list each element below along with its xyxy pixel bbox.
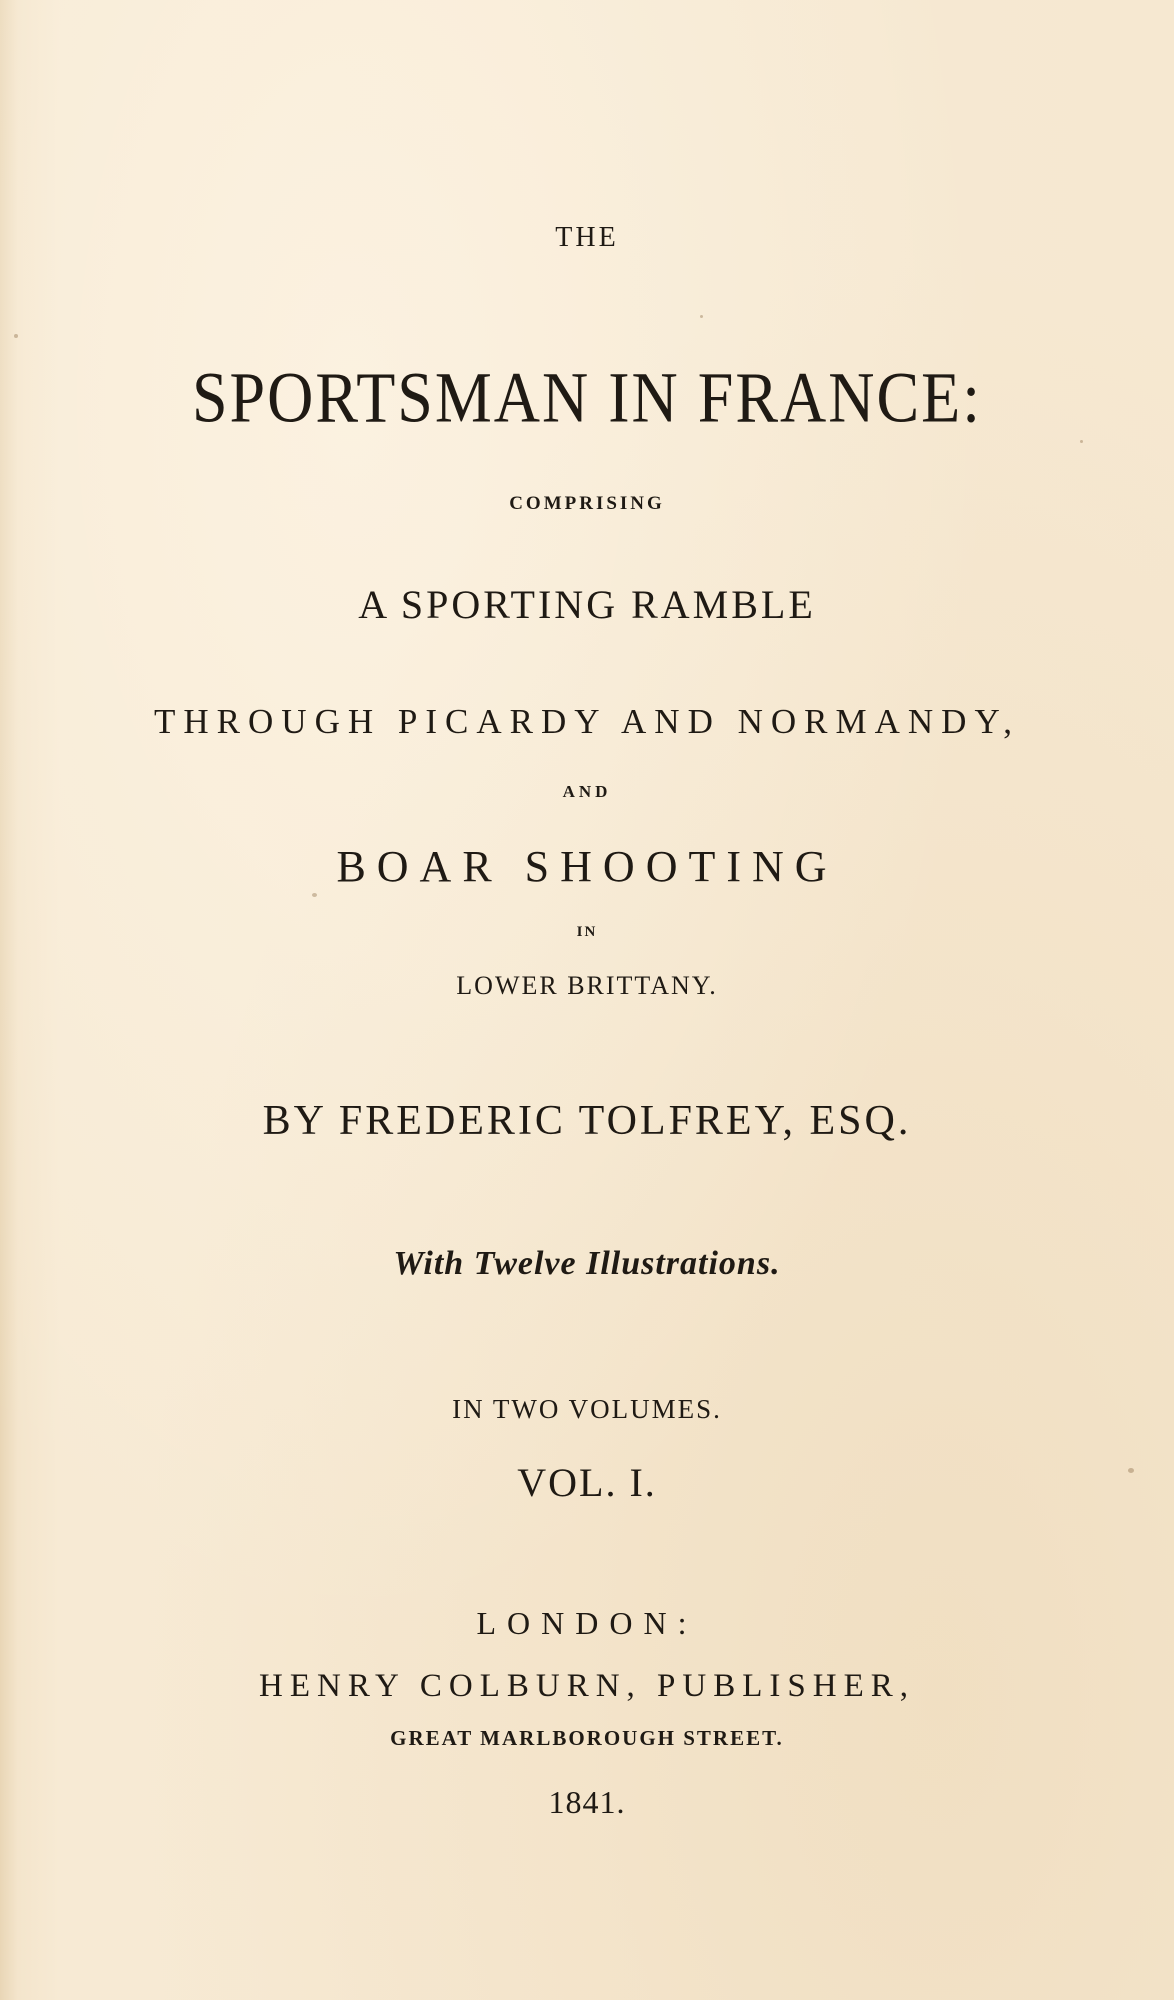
illustrations-note: With Twelve Illustrations. <box>393 1245 781 1282</box>
conjunction-and: AND <box>562 782 612 801</box>
subtitle-through: THROUGH PICARDY AND NORMANDY, <box>154 702 1020 741</box>
publication-year: 1841. <box>548 1784 626 1820</box>
volume-count: IN TWO VOLUMES. <box>452 1394 722 1424</box>
subtitle-lower-brittany: LOWER BRITTANY. <box>456 971 718 1000</box>
author-line: BY FREDERIC TOLFREY, ESQ. <box>262 1098 912 1144</box>
paper-speck <box>1080 440 1083 443</box>
publisher-line: HENRY COLBURN, PUBLISHER, <box>259 1668 915 1704</box>
title-article: THE <box>555 222 619 253</box>
paper-speck <box>1128 1468 1134 1473</box>
comprising-label: COMPRISING <box>509 493 665 514</box>
paper-speck <box>700 315 703 318</box>
subtitle-ramble: A SPORTING RAMBLE <box>358 582 816 627</box>
publisher-address: GREAT MARLBOROUGH STREET. <box>390 1726 784 1750</box>
paper-speck <box>14 334 18 338</box>
preposition-in: IN <box>576 924 598 940</box>
book-title: SPORTSMAN IN FRANCE: <box>191 357 983 438</box>
volume-number: VOL. I. <box>517 1460 657 1505</box>
paper-speck <box>312 893 317 897</box>
publication-city: LONDON: <box>476 1605 698 1641</box>
subtitle-boar-shooting: BOAR SHOOTING <box>336 842 838 891</box>
